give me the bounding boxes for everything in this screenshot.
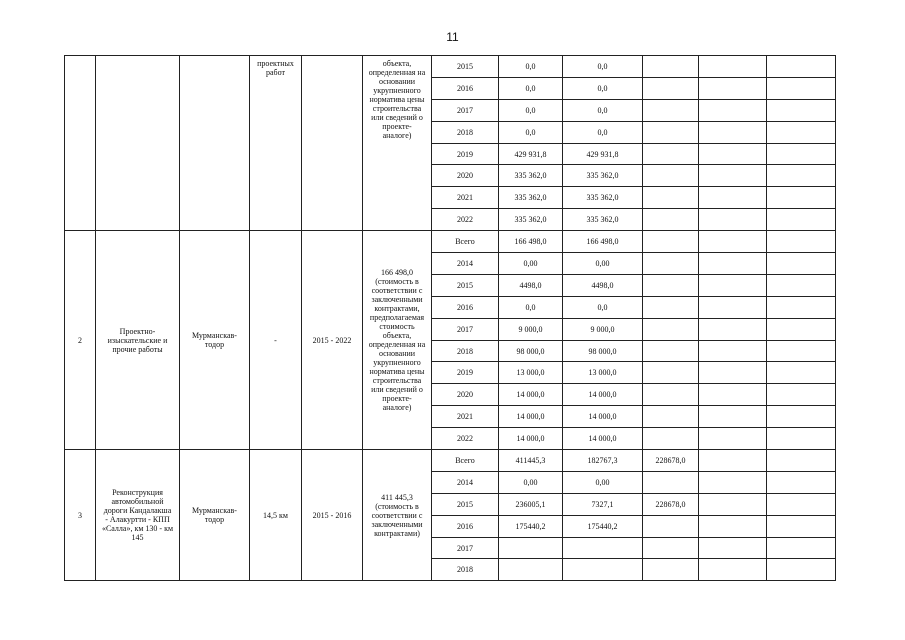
federal-cell (563, 362, 643, 384)
regional-cell (643, 428, 699, 450)
regional-cell (643, 165, 699, 187)
empty-cell (767, 493, 836, 515)
federal-cell (563, 559, 643, 581)
federal-cell (563, 209, 643, 231)
total-cell (499, 493, 563, 515)
regional-cell (643, 56, 699, 78)
period-cell-text: 2015 - 2016 (312, 510, 352, 520)
federal-cell (563, 406, 643, 428)
total-cell-text: 335 362,0 (514, 171, 547, 181)
capacity-cell (250, 450, 302, 581)
capacity-cell-text: 14,5 км (263, 510, 288, 520)
year-cell (432, 296, 499, 318)
year-cell (432, 537, 499, 559)
federal-cell-text: 14 000,0 (588, 434, 617, 444)
name-cell (96, 231, 180, 450)
empty-cell (767, 77, 836, 99)
empty-cell (699, 209, 767, 231)
total-cell (499, 471, 563, 493)
year-cell-text: 2016 (457, 83, 473, 93)
year-cell (432, 231, 499, 253)
num-cell-text: 2 (78, 335, 82, 345)
total-cell-text: 14 000,0 (516, 434, 545, 444)
total-cell (499, 121, 563, 143)
regional-cell (643, 493, 699, 515)
regional-cell (643, 362, 699, 384)
regional-cell (643, 77, 699, 99)
federal-cell (563, 231, 643, 253)
regional-cell (643, 471, 699, 493)
capacity-cell (250, 231, 302, 450)
year-cell-text: 2018 (457, 565, 473, 575)
empty-cell (699, 428, 767, 450)
total-cell-text: 0,0 (525, 83, 536, 93)
total-cell (499, 274, 563, 296)
total-cell-text: 14 000,0 (516, 390, 545, 400)
regional-cell (643, 209, 699, 231)
total-cell-text: 0,0 (525, 105, 536, 115)
empty-cell (699, 559, 767, 581)
program-table-sheet (64, 55, 835, 581)
empty-cell (767, 121, 836, 143)
year-cell-text: 2017 (457, 543, 473, 553)
regional-cell (643, 559, 699, 581)
regional-cell (643, 318, 699, 340)
name-cell (96, 450, 180, 581)
empty-cell (699, 471, 767, 493)
federal-cell (563, 515, 643, 537)
year-cell (432, 274, 499, 296)
cost-description-cell-text: 166 498,0 (стоимость в соответствии с заключенными контрактами, предполагаемая стоимость объекта, определенная на основании укрупненного норматива цены строительства или сведений о проекте- аналоге) (368, 268, 426, 413)
regional-cell (643, 296, 699, 318)
empty-cell (699, 362, 767, 384)
federal-cell (563, 537, 643, 559)
total-cell (499, 428, 563, 450)
regional-cell (643, 121, 699, 143)
total-cell (499, 559, 563, 581)
empty-cell (767, 187, 836, 209)
regional-cell (643, 187, 699, 209)
federal-cell (563, 493, 643, 515)
regional-cell (643, 231, 699, 253)
year-cell-text: 2016 (457, 302, 473, 312)
total-cell (499, 515, 563, 537)
empty-cell (699, 340, 767, 362)
year-cell (432, 428, 499, 450)
empty-cell (699, 99, 767, 121)
year-cell (432, 77, 499, 99)
empty-cell (699, 515, 767, 537)
empty-cell (699, 384, 767, 406)
year-cell-text: Всего (455, 455, 475, 465)
federal-cell (563, 274, 643, 296)
year-cell (432, 384, 499, 406)
year-cell (432, 318, 499, 340)
federal-cell-text: 166 498,0 (586, 237, 619, 247)
empty-cell (767, 253, 836, 275)
work-type-cell (250, 56, 302, 231)
period-cell (302, 450, 363, 581)
federal-cell (563, 253, 643, 275)
total-cell-text: 0,00 (523, 258, 538, 268)
federal-cell (563, 296, 643, 318)
federal-cell-text: 7327,1 (591, 499, 614, 509)
federal-cell-text: 14 000,0 (588, 412, 617, 422)
total-cell-text: 335 362,0 (514, 193, 547, 203)
total-cell (499, 56, 563, 78)
year-cell (432, 406, 499, 428)
total-cell (499, 187, 563, 209)
regional-cell (643, 384, 699, 406)
year-cell (432, 493, 499, 515)
year-cell (432, 362, 499, 384)
empty-cell (767, 362, 836, 384)
total-cell (499, 296, 563, 318)
year-cell-text: 2015 (457, 280, 473, 290)
year-cell-text: 2015 (457, 61, 473, 71)
federal-cell-text: 0,0 (597, 61, 608, 71)
total-cell-text: 14 000,0 (516, 412, 545, 422)
federal-cell (563, 187, 643, 209)
federal-cell-text: 429 931,8 (586, 149, 619, 159)
total-cell-text: 0,0 (525, 127, 536, 137)
regional-cell-text: 228678,0 (655, 499, 686, 509)
num-cell-text: 3 (78, 510, 82, 520)
year-cell-text: 2014 (457, 477, 473, 487)
empty-cell (767, 318, 836, 340)
year-cell-text: 2016 (457, 521, 473, 531)
name-cell (96, 56, 180, 231)
table-row (65, 231, 836, 253)
year-cell-text: 2021 (457, 193, 473, 203)
year-cell (432, 187, 499, 209)
empty-cell (767, 165, 836, 187)
cost-description-cell (363, 450, 432, 581)
year-cell (432, 340, 499, 362)
empty-cell (767, 559, 836, 581)
cost-description-cell-text: 411 445,3 (стоимость в соответствии с заключенными контрактами) (371, 492, 423, 538)
year-cell (432, 143, 499, 165)
year-cell (432, 56, 499, 78)
year-cell-text: 2019 (457, 149, 473, 159)
total-cell (499, 406, 563, 428)
regional-cell (643, 143, 699, 165)
customer-cell (180, 450, 250, 581)
regional-cell (643, 450, 699, 472)
federal-cell (563, 471, 643, 493)
year-cell-text: 2017 (457, 324, 473, 334)
name-cell-text: Реконструкция автомобильной дороги Кандалакша - Алакуртти - КПП «Салла», км 130 - км 145 (101, 488, 174, 543)
empty-cell (767, 450, 836, 472)
total-cell-text: 175440,2 (515, 521, 546, 531)
federal-cell (563, 121, 643, 143)
total-cell (499, 253, 563, 275)
total-cell-text: 429 931,8 (514, 149, 547, 159)
regional-cell (643, 274, 699, 296)
empty-cell (767, 56, 836, 78)
empty-cell (699, 143, 767, 165)
empty-cell (699, 165, 767, 187)
empty-cell (699, 231, 767, 253)
federal-cell-text: 335 362,0 (586, 193, 619, 203)
year-cell (432, 253, 499, 275)
empty-cell (699, 406, 767, 428)
total-cell (499, 318, 563, 340)
num-cell (65, 450, 96, 581)
federal-cell-text: 0,0 (597, 127, 608, 137)
cost-description-cell (363, 56, 432, 231)
empty-cell (699, 318, 767, 340)
year-cell-text: 2020 (457, 390, 473, 400)
federal-cell (563, 384, 643, 406)
name-cell-text: Проектно- изыскательские и прочие работы (107, 326, 168, 354)
total-cell-text: 0,0 (525, 302, 536, 312)
total-cell-text: 166 498,0 (514, 237, 547, 247)
federal-cell (563, 428, 643, 450)
num-cell (65, 231, 96, 450)
federal-cell (563, 450, 643, 472)
federal-cell (563, 143, 643, 165)
total-cell (499, 209, 563, 231)
empty-cell (767, 340, 836, 362)
federal-cell-text: 0,0 (597, 105, 608, 115)
total-cell (499, 450, 563, 472)
year-cell (432, 121, 499, 143)
regional-cell (643, 515, 699, 537)
empty-cell (767, 515, 836, 537)
total-cell-text: 335 362,0 (514, 215, 547, 225)
total-cell (499, 165, 563, 187)
empty-cell (699, 493, 767, 515)
federal-cell-text: 13 000,0 (588, 368, 617, 378)
program-table (64, 55, 836, 581)
total-cell (499, 537, 563, 559)
federal-cell (563, 165, 643, 187)
year-cell-text: 2017 (457, 105, 473, 115)
federal-cell-text: 14 000,0 (588, 390, 617, 400)
total-cell-text: 9 000,0 (518, 324, 543, 334)
federal-cell (563, 318, 643, 340)
year-cell-text: 2019 (457, 368, 473, 378)
year-cell-text: 2018 (457, 346, 473, 356)
year-cell-text: 2014 (457, 258, 473, 268)
federal-cell-text: 9 000,0 (590, 324, 615, 334)
empty-cell (767, 471, 836, 493)
capacity-cell-text: - (274, 335, 277, 345)
federal-cell-text: 335 362,0 (586, 215, 619, 225)
empty-cell (699, 77, 767, 99)
num-cell (65, 56, 96, 231)
year-cell-text: 2020 (457, 171, 473, 181)
regional-cell (643, 537, 699, 559)
total-cell (499, 99, 563, 121)
empty-cell (767, 209, 836, 231)
period-cell-text: 2015 - 2022 (312, 335, 352, 345)
year-cell (432, 209, 499, 231)
year-cell (432, 471, 499, 493)
year-cell-text: 2018 (457, 127, 473, 137)
total-cell-text: 98 000,0 (516, 346, 545, 356)
empty-cell (767, 384, 836, 406)
year-cell (432, 99, 499, 121)
customer-cell-text: Мурманскав- тодор (192, 506, 237, 525)
empty-cell (767, 428, 836, 450)
federal-cell-text: 0,0 (597, 83, 608, 93)
year-cell (432, 450, 499, 472)
year-cell-text: 2022 (457, 434, 473, 444)
empty-cell (699, 537, 767, 559)
empty-cell (767, 99, 836, 121)
year-cell (432, 559, 499, 581)
federal-cell-text: 175440,2 (587, 521, 618, 531)
empty-cell (699, 296, 767, 318)
empty-cell (767, 143, 836, 165)
year-cell (432, 165, 499, 187)
regional-cell (643, 99, 699, 121)
federal-cell (563, 77, 643, 99)
total-cell (499, 362, 563, 384)
total-cell-text: 4498,0 (519, 280, 542, 290)
period-cell (302, 56, 363, 231)
empty-cell (699, 450, 767, 472)
total-cell (499, 340, 563, 362)
federal-cell-text: 182767,3 (587, 455, 618, 465)
empty-cell (767, 537, 836, 559)
empty-cell (699, 121, 767, 143)
customer-cell (180, 56, 250, 231)
work-type-cell-text: проектных работ (257, 59, 294, 77)
total-cell-text: 236005,1 (515, 499, 546, 509)
empty-cell (699, 253, 767, 275)
empty-cell (767, 231, 836, 253)
empty-cell (767, 296, 836, 318)
federal-cell-text: 0,00 (595, 477, 610, 487)
federal-cell-text: 335 362,0 (586, 171, 619, 181)
year-cell (432, 515, 499, 537)
federal-cell-text: 0,00 (595, 258, 610, 268)
empty-cell (699, 56, 767, 78)
federal-cell (563, 99, 643, 121)
federal-cell (563, 56, 643, 78)
total-cell-text: 0,00 (523, 477, 538, 487)
total-cell (499, 231, 563, 253)
regional-cell (643, 406, 699, 428)
total-cell-text: 0,0 (525, 61, 536, 71)
total-cell (499, 143, 563, 165)
federal-cell-text: 0,0 (597, 302, 608, 312)
regional-cell (643, 340, 699, 362)
total-cell (499, 384, 563, 406)
page-number: 11 (446, 30, 459, 44)
year-cell-text: 2022 (457, 215, 473, 225)
table-row (65, 56, 836, 78)
total-cell (499, 77, 563, 99)
total-cell-text: 411445,3 (515, 455, 546, 465)
year-cell-text: 2021 (457, 412, 473, 422)
period-cell (302, 231, 363, 450)
empty-cell (699, 274, 767, 296)
empty-cell (699, 187, 767, 209)
regional-cell-text: 228678,0 (655, 455, 686, 465)
customer-cell (180, 231, 250, 450)
table-row (65, 450, 836, 472)
year-cell-text: Всего (455, 237, 475, 247)
cost-description-cell (363, 231, 432, 450)
year-cell-text: 2015 (457, 499, 473, 509)
federal-cell (563, 340, 643, 362)
customer-cell-text: Мурманскав- тодор (192, 331, 237, 350)
total-cell-text: 13 000,0 (516, 368, 545, 378)
empty-cell (767, 274, 836, 296)
federal-cell-text: 98 000,0 (588, 346, 617, 356)
regional-cell (643, 253, 699, 275)
empty-cell (767, 406, 836, 428)
federal-cell-text: 4498,0 (591, 280, 614, 290)
cost-description-cell-text: объекта, определенная на основании укрупненного норматива цены строительства или сведений о проекте- аналоге) (368, 59, 426, 140)
